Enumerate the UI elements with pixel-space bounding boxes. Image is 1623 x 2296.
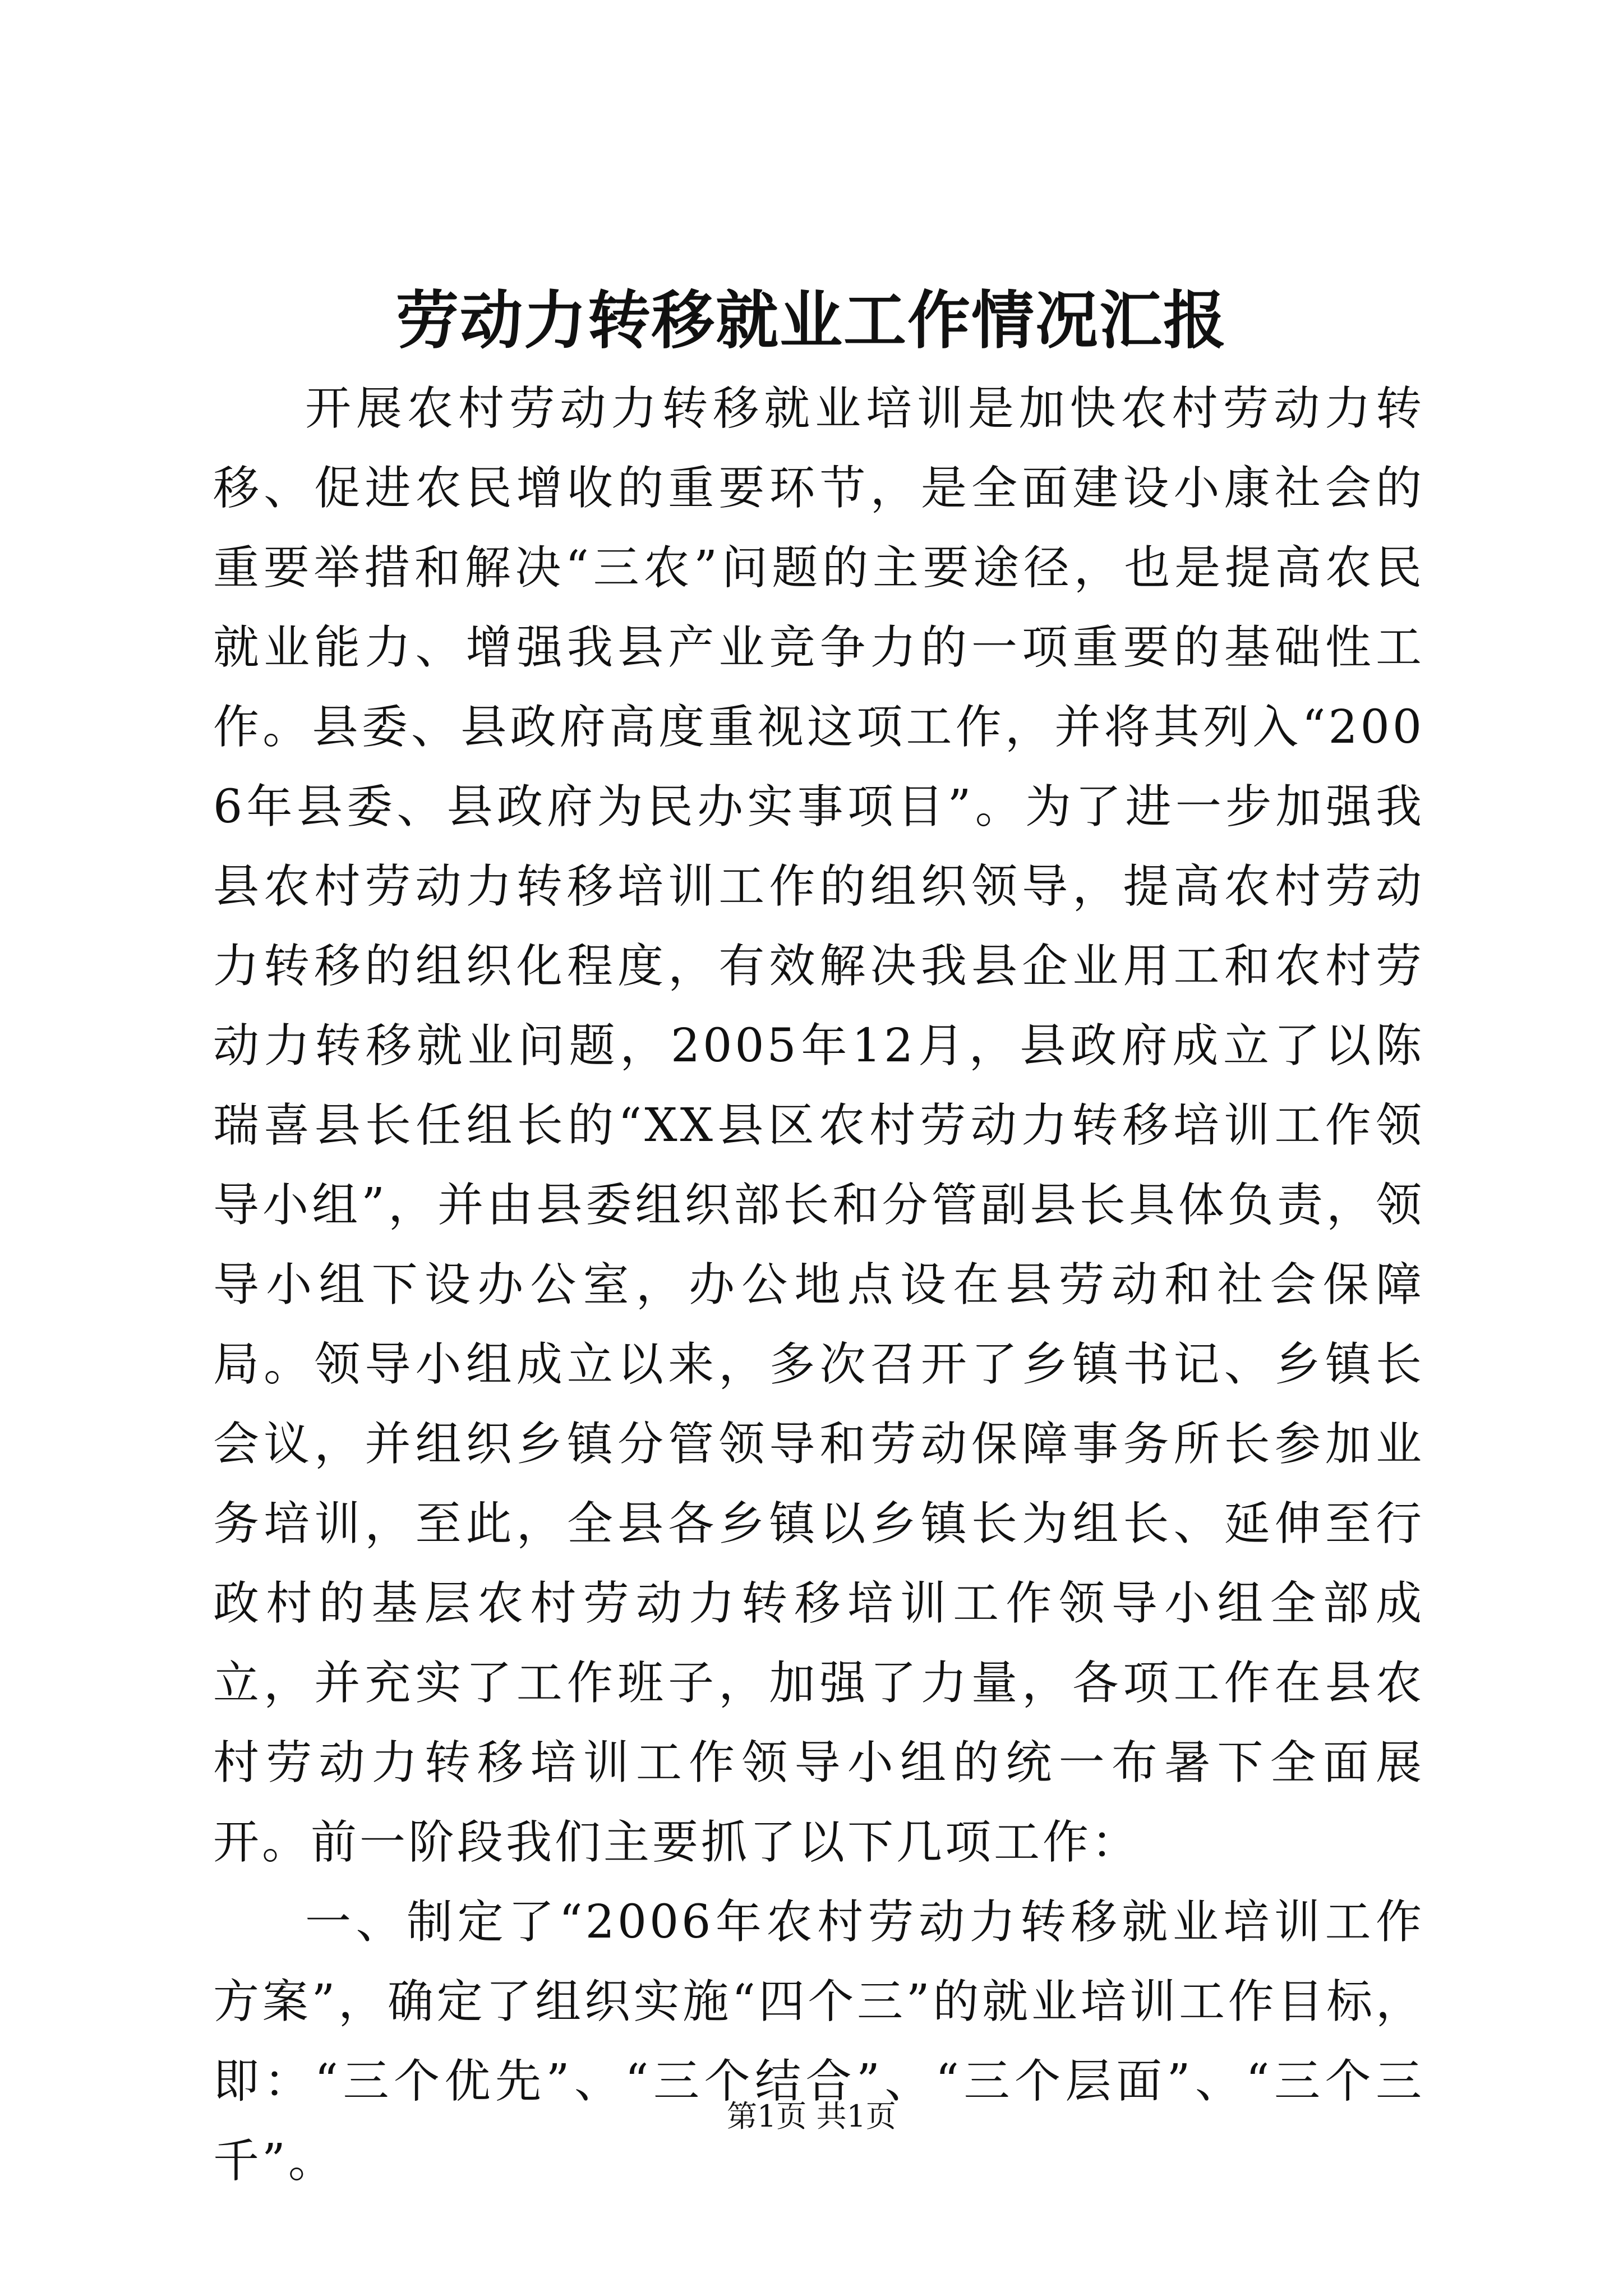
- document-body: [213, 369, 1424, 2201]
- document-title: 劳动力转移就业工作情况汇报: [396, 284, 1227, 357]
- page-footer: 第1页 共1页: [727, 2099, 896, 2134]
- body-paragraph-2: 一、制定了“2006年农村劳动力转移就业培训工作方案”，确定了组织实施“四个三”的就业培训工作目标，即：“三个优先”、“三个结合”、“三个层面”、“三个三千”。: [213, 1895, 1424, 2188]
- body-paragraph-1: 开展农村劳动力转移就业培训是加快农村劳动力转移、促进农民增收的重要环节，是全面建设小康社会的重要举措和解决“三农”问题的主要途径，也是提高农民就业能力、增强我县产业竞争力的一项重要的基础性工作。县委、县政府高度重视这项工作，并将其列入“2006年县委、县政府为民办实事项目”。为了进一步加强我县农村劳动力转移培训工作的组织领导，提高农村劳动力转移的组织化程度，有效解决我县企业用工和农村劳动力转移就业问题，2005年12月，县政府成立了以陈瑞喜县长任组长的“XX县区农村劳动力转移培训工作领导小组”，并由县委组织部长和分管副县长具体负责，领导小组下设办公室，办公地点设在县劳动和社会保障局。领导小组成立以来，多次召开了乡镇书记、乡镇长会议，并组织乡镇分管领导和劳动保障事务所长参加业务培训，至此，全县各乡镇以乡镇长为组长、延伸至行政村的基层农村劳动力转移培训工作领导小组全部成立，并充实了工作班子，加强了力量，各项工作在县农村劳动力转移培训工作领导小组的统一布暑下全面展开。前一阶段我们主要抓了以下几项工作：: [213, 382, 1424, 1869]
